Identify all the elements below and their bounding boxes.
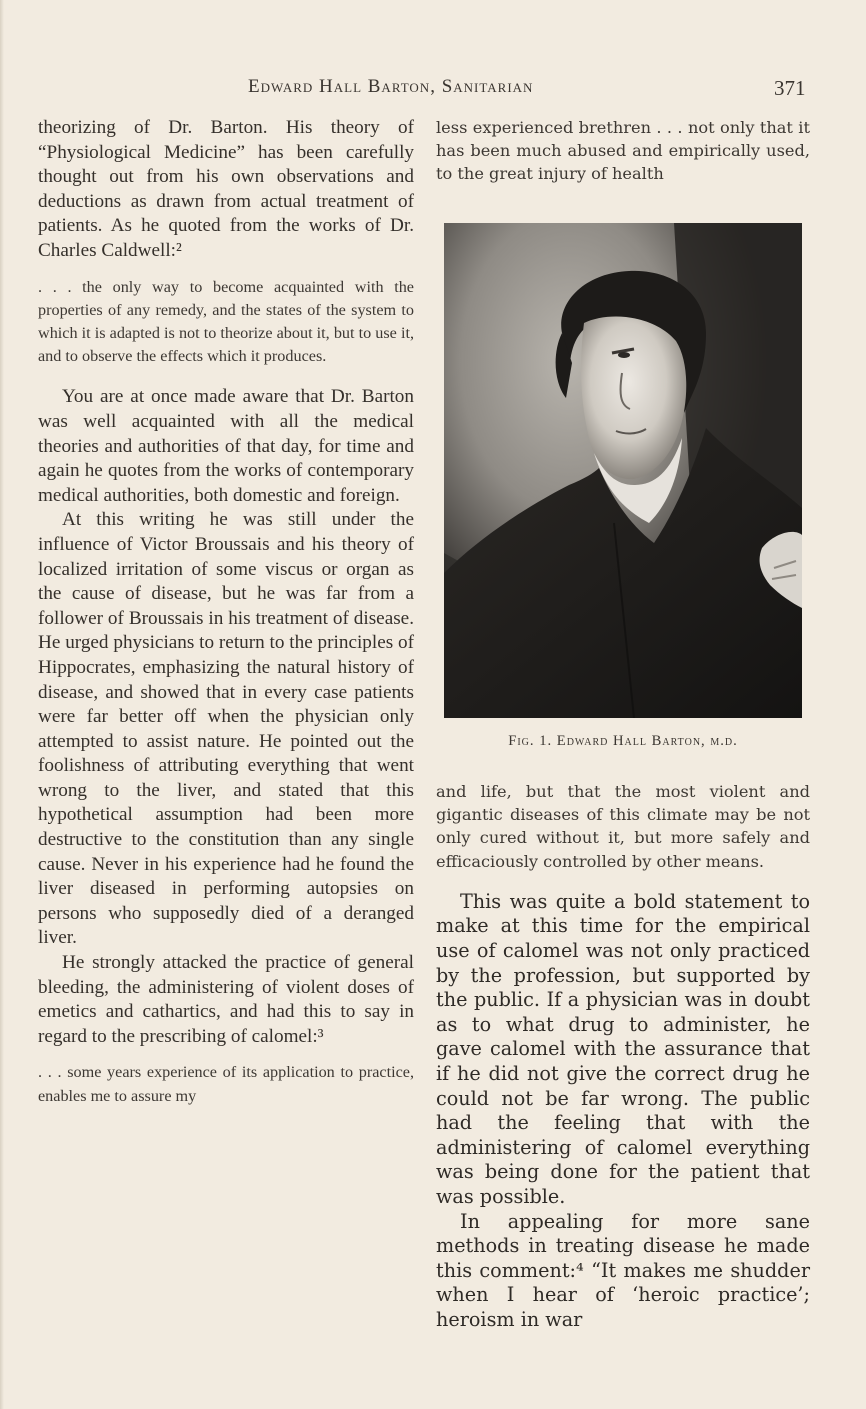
block-quote-continuation-2: and life, but that the most violent and gigantic diseases of this climate may be not only cured without it, but more safely and efficaciously controlled by other means. [436,782,810,871]
figure-caption: Fig. 1. Edward Hall Barton, m.d. [508,733,738,749]
paragraph-4: He strongly attacked the practice of general bleeding, the administering of violent doses of emetics and cathartics, and had this to say in regard to the prescribing of calomel:³ [38,952,414,1047]
paragraph-6: In appealing for more sane methods in treating disease he made this comment:⁴ “It makes me shudder when I hear of ‘heroic practice’; heroism in war [436,1209,810,1331]
portrait-image [444,223,802,718]
running-title: Edward Hall Barton, Sanitarian [248,76,534,97]
paragraph-1: theorizing of Dr. Barton. His theory of “Physiological Medicine” has been carefully thought out from his own observations and deductions as drawn from actual treatment of patients. As he quoted from the works of Dr. Charles Caldwell:² [38,117,414,261]
block-quote-calomel: . . . some years experience of its application to practice, enables me to assure my [38,1063,414,1105]
page-number: 371 [774,76,806,100]
paragraph-3: At this writing he was still under the influence of Victor Broussais and his theory of localized irritation of some viscus or organ as the cause of disease, but he was far from a follower of Broussais in his treatment of disease. He urged physicians to return to the principles of Hippocrates, emphasizing the natural history of disease, and showed that in every case patients were far better off when the physician only attempted to assist nature. He pointed out the foolishness of attributing everything that went wrong to the liver, and stated that this hypothetical assumption had been more destructive to the constitution than any single cause. Never in his experience had he found the liver diseased in performing autopsies on persons who supposedly died of a deranged liver. [38,509,414,949]
paragraph-5: This was quite a bold statement to make at this time for the empirical use of calomel was not only practiced by the profession, but supported by the public. If a physician was in doubt as to what drug to administer, he gave calomel with the assurance that if he did not give the correct drug he could not be far wrong. The public had the feeling that with the administering of calomel everything was being done for the patient that was possible. [436,889,810,1208]
block-quote-continuation-1: less experienced brethren . . . not only that it has been much abused and empirically used, to the great injury of health [436,118,810,184]
portrait-figure [444,223,802,718]
right-column-lower [436,780,810,1333]
page-edge [0,0,4,1409]
left-column [38,116,414,1108]
running-head [0,72,866,104]
right-column-upper [436,116,810,186]
block-quote-caldwell: . . . the only way to become acquainted with the properties of any remedy, and the states of the system to which it is adapted is not to theorize about it, but to use it, and to observe the effects which it produces. [38,277,414,366]
paragraph-2: You are at once made aware that Dr. Barton was well acquainted with all the medical theories and authorities of that day, for time and again he quotes from the works of contemporary medical authorities, both domestic and foreign. [38,386,414,506]
